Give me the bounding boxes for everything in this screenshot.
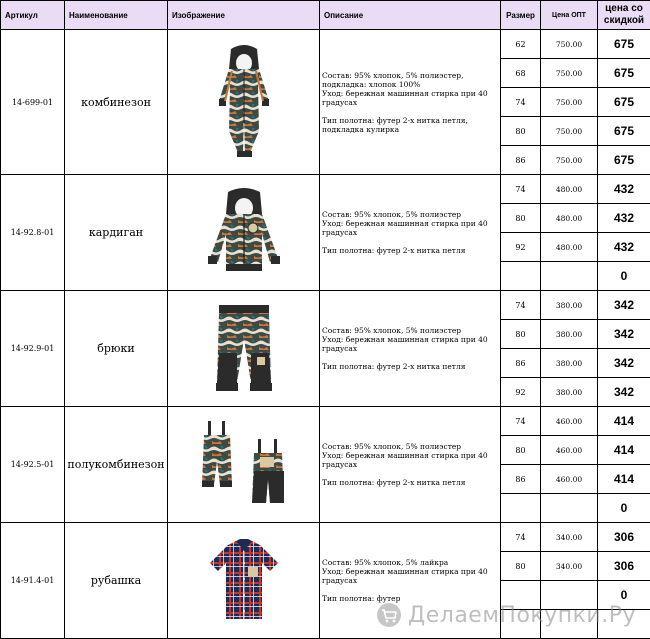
desc-fabric: Тип полотна: футер 2-х нитка петля [322,362,498,371]
discount-price-cell: 0 [598,494,650,523]
product-article: 14-92.9-01 [1,291,65,407]
product-description [320,175,501,291]
pants-image [168,291,320,407]
size-cell: 80 [501,552,541,581]
discount-price-cell: 414 [598,436,650,465]
size-cell: 74 [501,175,541,204]
product-name: кардиган [65,175,168,291]
desc-fabric: Тип полотна: футер 2-х нитка петля, подкладка кулирка [322,116,498,134]
opt-price-cell: 340.00 [541,552,598,581]
size-cell: 74 [501,523,541,552]
product-name: рубашка [65,523,168,639]
size-cell: 74 [501,407,541,436]
opt-price-cell: 380.00 [541,378,598,407]
opt-price-cell: 340.00 [541,523,598,552]
discount-price-cell: 675 [598,117,650,146]
discount-price-cell: 306 [598,523,650,552]
opt-price-cell: 750.00 [541,117,598,146]
opt-price-cell [541,494,598,523]
header-price-opt: Цена ОПТ [541,1,598,30]
desc-fabric: Тип полотна: футер [322,594,498,603]
header-description: Описание [320,1,501,30]
size-cell: 80 [501,117,541,146]
desc-composition: Состав: 95% хлопок, 5% лайкра [322,558,498,567]
opt-price-cell: 460.00 [541,465,598,494]
product-description [320,30,501,175]
desc-care: Уход: бережная машинная стирка при 40 градусах [322,219,498,237]
discount-price-cell: 342 [598,291,650,320]
table-row [1,523,650,552]
size-cell: 68 [501,59,541,88]
discount-price-cell: 414 [598,465,650,494]
header-size: Размер [501,1,541,30]
discount-price-cell: 432 [598,233,650,262]
discount-price-cell: 675 [598,30,650,59]
opt-price-cell: 750.00 [541,88,598,117]
discount-price-cell: 342 [598,349,650,378]
size-cell: 86 [501,465,541,494]
product-description [320,291,501,407]
opt-price-cell: 460.00 [541,407,598,436]
size-cell: 80 [501,436,541,465]
discount-price-cell: 414 [598,407,650,436]
product-article: 14-92.5-01 [1,407,65,523]
discount-price-cell: 432 [598,204,650,233]
product-name: полукомбинезон [65,407,168,523]
desc-composition: Состав: 95% хлопок, 5% полиэстер [322,326,498,335]
size-cell [501,494,541,523]
product-description [320,407,501,523]
opt-price-cell: 380.00 [541,320,598,349]
size-cell: 86 [501,146,541,175]
table-row [1,30,650,59]
opt-price-cell: 750.00 [541,30,598,59]
opt-price-cell: 750.00 [541,146,598,175]
discount-price-cell: 432 [598,175,650,204]
discount-price-cell: 342 [598,320,650,349]
watermark [376,602,636,628]
header-row [1,1,650,30]
table-row [1,175,650,204]
opt-price-cell: 750.00 [541,59,598,88]
discount-price-cell: 0 [598,581,650,610]
desc-composition: Состав: 95% хлопок, 5% полиэстер [322,210,498,219]
opt-price-cell: 380.00 [541,349,598,378]
size-cell: 92 [501,378,541,407]
size-cell: 74 [501,88,541,117]
product-name: комбинезон [65,30,168,175]
discount-price-cell: 0 [598,262,650,291]
hooded-cardigan-image [168,175,320,291]
desc-care: Уход: бережная машинная стирка при 40 градусах [322,451,498,469]
discount-price-cell: 306 [598,552,650,581]
opt-price-cell [541,262,598,291]
plaid-shirt-image [168,523,320,639]
size-cell: 62 [501,30,541,59]
product-article: 14-699-01 [1,30,65,175]
header-image: Изображение [168,1,320,30]
opt-price-cell: 480.00 [541,175,598,204]
discount-price-cell: 675 [598,146,650,175]
desc-composition: Состав: 95% хлопок, 5% полиэстер [322,442,498,451]
desc-composition: Состав: 95% хлопок, 5% полиэстер, подкладка: хлопок 100% [322,71,498,89]
size-cell [501,262,541,291]
desc-care: Уход: бережная машинная стирка при 40 градусах [322,567,498,585]
desc-fabric: Тип полотна: футер 2-х нитка петля [322,478,498,487]
shopping-cart-icon [376,602,402,628]
discount-price-cell: 675 [598,88,650,117]
size-cell: 92 [501,233,541,262]
desc-care: Уход: бережная машинная стирка при 40 градусах [322,335,498,353]
overalls-image [168,407,320,523]
table-row [1,291,650,320]
desc-care: Уход: бережная машинная стирка при 40 градусах [322,89,498,107]
header-name: Наименование [65,1,168,30]
hooded-jumpsuit-image [168,30,320,175]
opt-price-cell: 460.00 [541,436,598,465]
size-cell: 74 [501,291,541,320]
opt-price-cell: 480.00 [541,204,598,233]
table-row [1,407,650,436]
product-name: брюки [65,291,168,407]
desc-fabric: Тип полотна: футер 2-х нитка петля [322,246,498,255]
product-article: 14-91.4-01 [1,523,65,639]
header-price-discount: цена со скидкой [598,1,650,30]
size-cell: 80 [501,204,541,233]
size-cell: 86 [501,349,541,378]
header-article: Артикул [1,1,65,30]
watermark-text: ДелаемПокупки.Ру [408,603,636,628]
opt-price-cell: 480.00 [541,233,598,262]
opt-price-cell: 380.00 [541,291,598,320]
discount-price-cell: 342 [598,378,650,407]
product-article: 14-92.8-01 [1,175,65,291]
discount-price-cell: 675 [598,59,650,88]
size-cell: 80 [501,320,541,349]
